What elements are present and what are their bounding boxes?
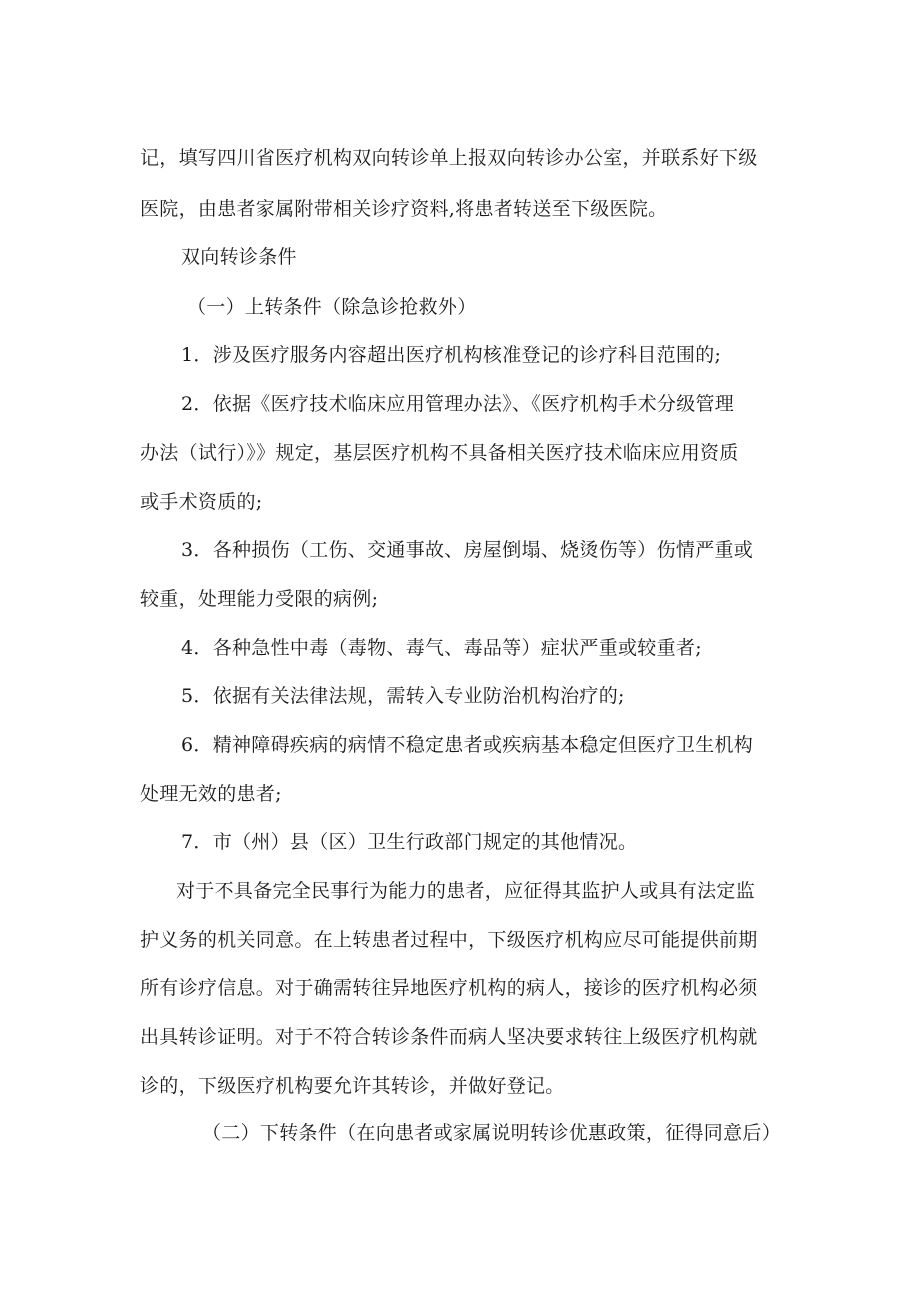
paragraph-line: 对于不具备完全民事行为能力的患者，应征得其监护人或具有法定监 [176, 880, 756, 902]
paragraph-line: 诊的，下级医疗机构要允许其转诊，并做好登记。 [140, 1075, 565, 1097]
subsection-heading-upward-referral: （一）上转条件（除急诊抢救外） [187, 296, 477, 318]
list-item-2: 2．依据《医疗技术临床应用管理办法》、《医疗机构手术分级管理 [181, 393, 735, 415]
list-item-3: 3．各种损伤（工伤、交通事故、房屋倒塌、烧烫伤等）伤情严重或 [181, 539, 754, 561]
list-item-6-continuation: 处理无效的患者; [140, 783, 282, 805]
list-item-3-continuation: 较重，处理能力受限的病例; [140, 588, 379, 610]
paragraph-continuation-line: 医院，由患者家属附带相关诊疗资料,将患者转送至下级医院。 [140, 198, 668, 220]
subsection-heading-downward-referral: （二）下转条件（在向患者或家属说明转诊优惠政策，征得同意后） [202, 1122, 782, 1144]
paragraph-line: 所有诊疗信息。对于确需转往异地医疗机构的病人，接诊的医疗机构必须 [140, 977, 758, 999]
paragraph-line: 出具转诊证明。对于不符合转诊条件而病人坚决要求转往上级医疗机构就 [140, 1026, 758, 1048]
list-item-2-continuation: 或手术资质的; [140, 491, 263, 513]
list-item-6: 6．精神障碍疾病的病情不稳定患者或疾病基本稳定但医疗卫生机构 [181, 734, 754, 756]
paragraph-line: 护义务的机关同意。在上转患者过程中，下级医疗机构应尽可能提供前期 [140, 929, 758, 951]
list-item-4: 4．各种急性中毒（毒物、毒气、毒品等）症状严重或较重者; [181, 637, 702, 659]
list-item-1: 1．涉及医疗服务内容超出医疗机构核准登记的诊疗科目范围的; [181, 344, 722, 366]
list-item-7: 7．市（州）县（区）卫生行政部门规定的其他情况。 [181, 831, 638, 853]
list-item-5: 5．依据有关法律法规，需转入专业防治机构治疗的; [181, 685, 625, 707]
paragraph-continuation-line: 记，填写四川省医疗机构双向转诊单上报双向转诊办公室，并联系好下级 [140, 147, 758, 169]
list-item-2-continuation: 办法（试行）》》规定，基层医疗机构不具备相关医疗技术临床应用资质 [140, 442, 739, 464]
section-heading: 双向转诊条件 [181, 246, 297, 268]
